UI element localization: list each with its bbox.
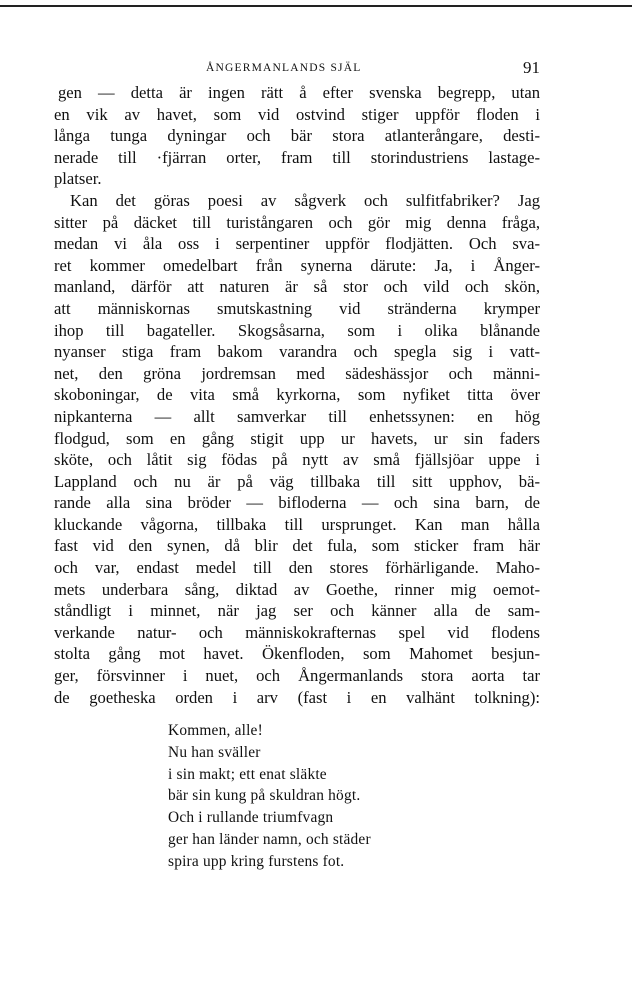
poem-line: Och i rullande triumfvagn — [168, 809, 334, 827]
text-line: platser. — [54, 169, 102, 189]
text-line: Kan det göras poesi av sågverk och sulfitfabriker? Jag — [70, 190, 540, 210]
text-line: verkande natur- och människokrafternas spel vid flodens — [54, 622, 540, 642]
text-line: medan vi åla oss i serpentiner uppför flodjätten. Och sva- — [54, 234, 540, 254]
text-line: ihop till bagateller. Skogsåsarna, som i olika blånande — [54, 320, 540, 340]
text-line: nyanser stiga fram bakom varandra och spegla sig i vatt- — [54, 342, 540, 362]
poem-line: spira upp kring furstens fot. — [168, 852, 345, 870]
text-line: långa tunga dyningar och bär stora atlanterångare, desti- — [54, 126, 540, 146]
text-line: ståndligt i minnet, när jag ser och känner alla de sam- — [54, 601, 540, 621]
text-line: gen — detta är ingen rätt å efter svenska begrepp, utan — [58, 83, 540, 102]
poem-block — [168, 720, 371, 873]
top-border-rule — [0, 5, 632, 7]
text-line: sitter på däcket till turistångaren och gör mig denna fråga, — [54, 212, 540, 232]
text-line: stolta gång mot havet. Ökenfloden, som Mahomet besjun- — [54, 644, 540, 664]
poem-line: Kommen, alle! — [168, 722, 263, 739]
text-line: nipkanterna — allt samverkar till enhetssynen: en hög — [54, 406, 540, 426]
poem-line: ger han länder namn, och städer — [168, 830, 371, 848]
text-line: ret kommer omedelbart från synerna därute: Ja, i Ånger- — [54, 255, 540, 275]
text-line: sköte, och låtit sig födas på nytt av små fjällsjöar uppe i — [54, 450, 540, 470]
poem-line: Nu han sväller — [168, 743, 261, 761]
text-line: att människornas smutskastning vid stränderna krymper — [54, 298, 540, 318]
poem-line: bär sin kung på skuldran högt. — [168, 787, 361, 805]
text-line: en vik av havet, som vid ostvind stiger uppför floden i — [54, 104, 540, 124]
text-line: ger, försvinner i nuet, och Ångermanlands stora aorta tar — [54, 666, 540, 686]
body-text — [54, 82, 540, 708]
text-line: skoboningar, de vita små kyrkorna, som nyfiket titta över — [54, 385, 540, 405]
text-line: de goetheska orden i arv (fast i en valhänt tolkning): — [54, 687, 540, 707]
text-line: rande alla sina bröder — bifloderna — och sina barn, de — [54, 493, 540, 513]
text-line: manland, därför att naturen är så stor och vild och skön, — [54, 277, 540, 297]
page-number: 91 — [523, 58, 540, 77]
text-line: och var, endast medel till den stores förhärligande. Maho- — [54, 558, 540, 578]
text-line: fast vid den synen, då blir det fula, som sticker fram här — [54, 536, 540, 556]
poem-line: i sin makt; ett enat släkte — [168, 765, 327, 783]
text-line: net, den gröna jordremsan med sädeshässjor och männi- — [54, 363, 540, 383]
text-line: mets underbara sång, diktad av Goethe, rinner mig oemot- — [54, 579, 540, 599]
text-line: flodgud, som en gång stigit upp ur havets, ur sin faders — [54, 428, 540, 448]
running-head: ÅNGERMANLANDS SJÄL — [206, 62, 362, 74]
text-line: nerade till ·fjärran orter, fram till storindustriens lastage- — [54, 147, 540, 167]
text-line: kluckande vågorna, tillbaka till ursprunget. Kan man hålla — [54, 514, 540, 534]
text-line: Lappland och nu är på väg tillbaka till sitt upphov, bä- — [54, 471, 540, 491]
